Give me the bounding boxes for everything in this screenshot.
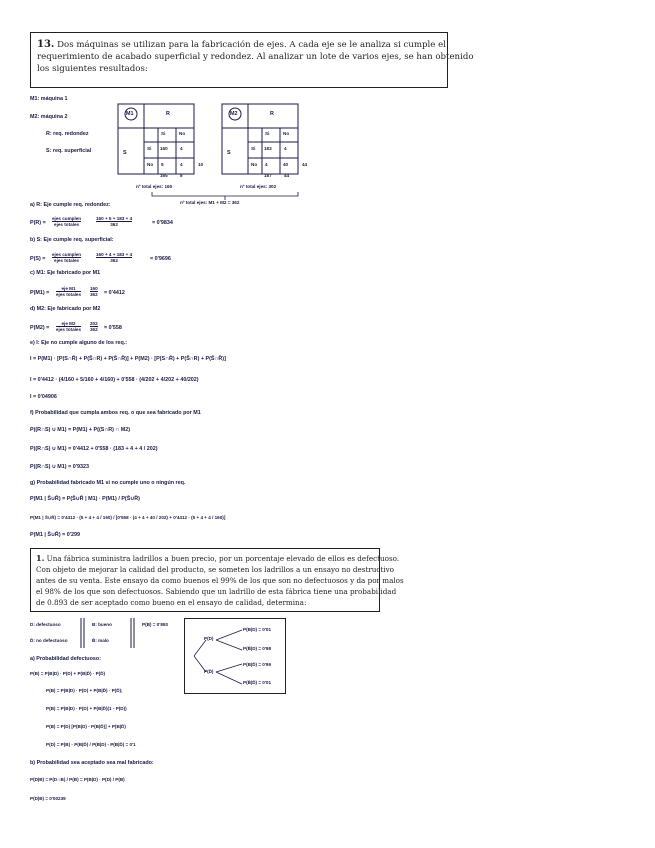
t1-c11: 160 bbox=[160, 146, 168, 151]
p13-e-line2: I = 0'4412 · (4/160 + 5/160 + 4/160) + 0'558 · (4/202 + 4/202 + 40/202) bbox=[30, 377, 199, 383]
problem-13-number: 13. bbox=[37, 39, 55, 50]
problem-1-line1 bbox=[36, 553, 399, 564]
total-ejes-m2: nº total ejes: 302 bbox=[240, 184, 277, 189]
t2-corner: M2 bbox=[230, 111, 238, 117]
t2-no: No bbox=[283, 131, 290, 136]
p1-a-l3: P(B) = P(B|D) · P(D) + P(B|D̄)(1 - P(D)) bbox=[46, 706, 127, 711]
problem-1-text1: Una fábrica suministra ladrillos a buen precio, por un porcentaje elevado de ellos es defectuoso. bbox=[46, 554, 400, 563]
p13-c-num: eje M1 bbox=[61, 286, 76, 291]
p1-a-title: a) Probabilidad defectuoso: bbox=[30, 656, 101, 662]
defs-divider bbox=[80, 618, 86, 650]
problem-1-box bbox=[30, 548, 404, 612]
p13-c-lhs: P(M1) = bbox=[30, 290, 50, 296]
t2-col-header: R bbox=[270, 111, 274, 117]
t1-c22: 4 bbox=[180, 162, 183, 167]
t1-rowsum: 10 bbox=[198, 162, 204, 167]
p13-a-num: ejes cumplen bbox=[52, 216, 82, 221]
p13-b-lhs: P(S) = bbox=[30, 256, 46, 262]
p13-b-den: ejes totales bbox=[52, 257, 81, 263]
p13-b-frac-words bbox=[52, 252, 81, 263]
p13-c-expr-num: 160 bbox=[90, 286, 98, 291]
t2-row-header: S bbox=[227, 150, 231, 156]
p13-b-expr-den: 362 bbox=[96, 257, 132, 263]
p13-b-expr-num: 160 + 4 + 183 + 4 bbox=[96, 252, 133, 257]
p1-b-l2: P(D|B) = 0'00239 bbox=[30, 796, 66, 801]
p1-a-l5: P(D) = P(B) - P(B|D̄) / P(B|D) - P(B|D̄) = 0'1 bbox=[46, 742, 136, 747]
p13-e-line1: I = P(M1) · [P(S∩R̄) + P(S̄∩R) + P(S̄∩R̄)] + P(M2) · [P(S∩R̄) + P(S̄∩R) + P(S̄∩R̄)] bbox=[30, 356, 226, 362]
t2-c22: 40 bbox=[283, 162, 289, 167]
p13-a-lhs: P(R) = bbox=[30, 220, 46, 226]
t1-c21: 5 bbox=[161, 162, 164, 167]
tree-bbar-given-dbar: P(B̄|D̄) = 0'01 bbox=[243, 680, 272, 685]
problem-13-text1: Dos máquinas se utilizan para la fabricación de ejes. A cada eje se le analiza si cumple el bbox=[57, 40, 446, 50]
def-dbar: D̄: no defectuoso bbox=[30, 638, 68, 643]
t1-si: Si bbox=[161, 131, 166, 136]
p13-d-expr-num: 202 bbox=[90, 321, 98, 326]
def-b: B: bueno bbox=[92, 622, 112, 627]
def-bbar: B̄: malo bbox=[92, 638, 109, 643]
t2-si: Si bbox=[265, 131, 270, 136]
total-ejes-m1: nº total ejes: 160 bbox=[136, 184, 173, 189]
p13-a-title: a) R: Eje cumple req. redondez: bbox=[30, 202, 111, 208]
p13-a-den: ejes totales bbox=[52, 221, 81, 227]
tree-b-given-dbar: P(B|D̄) = 0'99 bbox=[243, 662, 272, 667]
problem-13-box bbox=[30, 32, 474, 88]
p1-a-l4: P(B) = P(D) [P(B|D) - P(B|D̄)] + P(B|D̄) bbox=[46, 724, 126, 729]
t1-row-no: No bbox=[147, 162, 154, 167]
p13-g-title: g) Probabilidad fabricado M1 si no cumple uno o ningún req. bbox=[30, 480, 186, 486]
problem-1-number: 1. bbox=[36, 553, 45, 563]
p13-b-num: ejes cumplen bbox=[52, 252, 82, 257]
p13-c-result: = 0'4412 bbox=[104, 290, 125, 296]
p13-c-frac-words bbox=[56, 286, 81, 297]
problem-13-line1 bbox=[37, 39, 446, 51]
p13-g-line3: P(M1 | S̄∪R̄) = 0'299 bbox=[30, 532, 81, 538]
p13-g-line2: P(M1 | S̄∪R̄) = 0'4412 · (5 + 4 + 4 / 160) / [0'558 · (4 + 4 + 40 / 202) + 0'4412 · (5 + 4 + 4 / 160)] bbox=[30, 515, 226, 520]
problem-1-line4: el 98% de los que son defectuosos. Sabiendo que un ladrillo de esta fábrica tiene una probabilidad bbox=[36, 587, 397, 596]
p1-b-title: b) Probabilidad sea aceptado sea mal fabricado: bbox=[30, 760, 154, 766]
p13-d-frac-expr bbox=[90, 321, 98, 332]
p13-f-line1: P((R∩S) ∪ M1) = P(M1) + P((S∩R) ∩ M2) bbox=[30, 427, 131, 433]
p13-e-title: e) I: Eje no cumple alguno de los req.: bbox=[30, 340, 128, 346]
p13-d-den: ejes totales bbox=[56, 327, 82, 332]
problem-1-line5: de 0.893 de ser aceptado como bueno en el ensayo de calidad, determina: bbox=[36, 598, 307, 607]
p13-d-result: = 0'558 bbox=[104, 325, 122, 331]
t2-c21: 4 bbox=[265, 162, 268, 167]
p13-f-title: f) Probabilidad que cumpla ambos req. o que sea fabricado por M1 bbox=[30, 410, 201, 416]
p13-a-expr-den: 362 bbox=[96, 221, 132, 227]
def-m2: M2: máquina 2 bbox=[30, 114, 68, 120]
t2-colsum2: 44 bbox=[284, 173, 290, 178]
total-ejes-all: nº total ejes: M1 + M2 = 362 bbox=[180, 200, 240, 205]
tree-root-dbar: P(D̄) bbox=[204, 669, 214, 674]
problem-1-line2: Con objeto de mejorar la calidad del producto, se someten los ladrillos a un ensayo no destructivo bbox=[36, 565, 395, 574]
p13-a-frac-expr bbox=[96, 216, 132, 227]
p13-f-line3: P((R∩S) ∪ M1) = 0'9323 bbox=[30, 464, 90, 470]
tree-bbar-given-d: P(B̄|D) = 0'98 bbox=[243, 646, 272, 651]
t2-rowsum: 44 bbox=[302, 162, 308, 167]
def-d: D: defectuoso bbox=[30, 622, 61, 627]
t1-colsum2: 8 bbox=[180, 173, 183, 178]
def-s: S: req. superficial bbox=[46, 148, 92, 154]
p13-b-frac-expr bbox=[96, 252, 132, 263]
t1-col-header: R bbox=[166, 111, 170, 117]
p13-g-line1: P(M1 | S̄∪R̄) = P(S̄∪R̄ | M1) · P(M1) / P(S̄∪R̄) bbox=[30, 496, 140, 502]
t2-c11: 183 bbox=[264, 146, 272, 151]
tree-b-given-d: P(B|D) = 0'01 bbox=[243, 627, 272, 632]
p13-a-expr-num: 160 + 5 + 183 + 4 bbox=[96, 216, 133, 221]
p13-d-num: eje M2 bbox=[61, 321, 76, 326]
def-r: R: req. redondez bbox=[46, 131, 89, 137]
p13-b-title: b) S: Eje cumple req. superficial: bbox=[30, 237, 114, 243]
p1-b-l1: P(D|B) = P(D∩B) / P(B) = P(B|D) · P(D) / P(B) bbox=[30, 777, 125, 782]
p1-a-l2: P(B) = P(B|D) · P(D) + P(B|D̄) · P(D̄); bbox=[46, 688, 123, 693]
tree-root-d: P(D) bbox=[204, 636, 214, 641]
t1-row-header: S bbox=[123, 150, 127, 156]
p13-a-result: = 0'9834 bbox=[152, 220, 173, 226]
p13-d-title: d) M2: Eje fabricado por M2 bbox=[30, 306, 101, 312]
problem-13-line3: los siguientes resultados: bbox=[37, 64, 148, 74]
def-m1: M1: máquina 1 bbox=[30, 96, 68, 102]
p13-c-frac-expr bbox=[90, 286, 98, 297]
t2-c12: 4 bbox=[284, 146, 287, 151]
p13-c-den: ejes totales bbox=[56, 292, 82, 297]
t2-colsum1: 187 bbox=[264, 173, 272, 178]
t2-row-si: Si bbox=[251, 146, 256, 151]
p13-a-frac-words bbox=[52, 216, 81, 227]
t1-c12: 4 bbox=[180, 146, 183, 151]
problem-13-line2: requerimiento de acabado superficial y redondez. Al analizar un lote de varios ejes, se han obtenido bbox=[37, 52, 474, 62]
p13-c-expr-den: 362 bbox=[90, 292, 98, 297]
p13-d-expr-den: 362 bbox=[90, 327, 98, 332]
problem-1-line3: antes de su venta. Este ensayo da como buenos el 99% de los que son no defectuosos y da por malos bbox=[36, 576, 404, 585]
p13-f-line2: P((R∩S) ∪ M1) = 0'4412 + 0'558 · (183 + 4 + 4 / 202) bbox=[30, 446, 158, 452]
t2-row-no: No bbox=[251, 162, 258, 167]
p1-a-l1: P(B) = P(B|D) · P(D) + P(B|D̄) · P(D̄) bbox=[30, 671, 106, 676]
p13-e-line3: I = 0'04906 bbox=[30, 394, 57, 400]
defs-divider-2 bbox=[130, 618, 136, 650]
p13-d-frac-words bbox=[56, 321, 81, 332]
t1-colsum1: 165 bbox=[160, 173, 168, 178]
p13-c-title: c) M1: Eje fabricado por M1 bbox=[30, 270, 101, 276]
p13-d-lhs: P(M2) = bbox=[30, 325, 50, 331]
given-pb: P(B) = 0'893 bbox=[142, 622, 168, 627]
t1-row-si: Si bbox=[147, 146, 152, 151]
p13-b-result: = 0'9696 bbox=[150, 256, 171, 262]
t1-corner: M1 bbox=[126, 111, 134, 117]
t1-no: No bbox=[179, 131, 186, 136]
